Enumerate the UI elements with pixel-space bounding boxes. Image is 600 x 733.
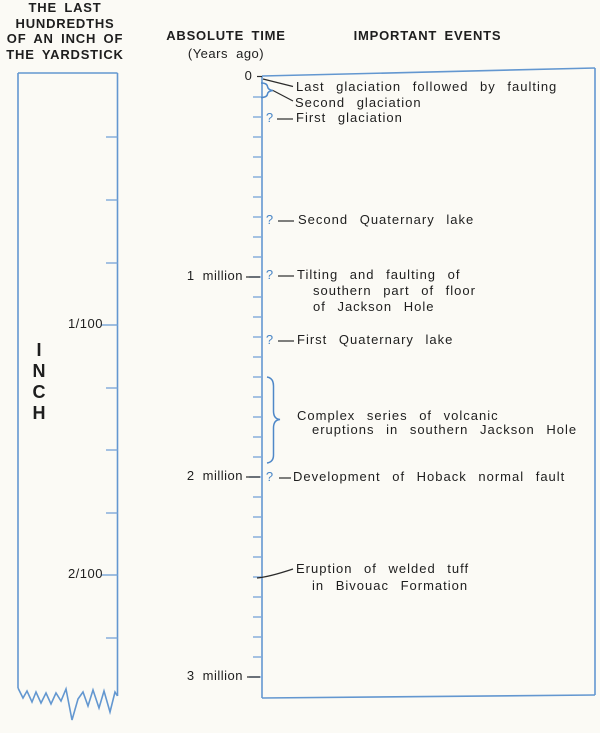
yardstick-title-line: HUNDREDTHS bbox=[15, 15, 115, 31]
event-label: Second glaciation bbox=[295, 95, 422, 110]
big-brace bbox=[267, 377, 280, 463]
event-label: Complex series of volcanic bbox=[297, 408, 499, 423]
event-label: Eruption of welded tuff bbox=[296, 561, 470, 576]
question-mark: ? bbox=[265, 110, 274, 125]
inch-vertical-label bbox=[28, 341, 50, 425]
time-ticks bbox=[249, 97, 263, 677]
time-label-zero: 0 bbox=[244, 68, 253, 83]
yardstick-title-line: THE YARDSTICK bbox=[6, 46, 124, 62]
yardstick-label-1-100: 1/100 bbox=[67, 316, 103, 331]
event-label-continuation: eruptions in southern Jackson Hole bbox=[312, 422, 578, 437]
event-label-continuation: of Jackson Hole bbox=[313, 299, 435, 314]
fork-line-bottom bbox=[273, 91, 293, 102]
inch-letter: I bbox=[36, 340, 42, 360]
yardstick-title-line: OF AN INCH OF bbox=[6, 31, 124, 46]
time-axis-subtitle: (Years ago) bbox=[187, 46, 265, 61]
yardstick-label-2-100: 2/100 bbox=[67, 566, 103, 581]
events-title: IMPORTANT EVENTS bbox=[353, 28, 502, 43]
yardstick-title-line: THE LAST bbox=[28, 0, 102, 15]
time-label-3-million: 3 million bbox=[186, 668, 243, 683]
event-label: First Quaternary lake bbox=[297, 332, 454, 347]
inch-letter: C bbox=[32, 382, 46, 402]
time-axis-title: ABSOLUTE TIME bbox=[166, 28, 286, 43]
event-label: Tilting and faulting of bbox=[297, 267, 461, 282]
event-label: First glaciation bbox=[296, 110, 403, 125]
event-label-continuation: southern part of floor bbox=[313, 283, 476, 298]
time-label-1-million: 1 million bbox=[186, 268, 243, 283]
torn-edge bbox=[18, 688, 118, 720]
event-label: Development of Hoback normal fault bbox=[293, 469, 566, 484]
question-mark: ? bbox=[265, 267, 274, 282]
question-mark: ? bbox=[265, 332, 274, 347]
event-label: Last glaciation followed by faulting bbox=[296, 79, 558, 94]
event-label: Second Quaternary lake bbox=[298, 212, 475, 227]
yardstick-ticks bbox=[101, 137, 118, 638]
question-mark: ? bbox=[265, 212, 274, 227]
events-box-outline bbox=[262, 68, 595, 698]
inch-letter: H bbox=[32, 403, 46, 423]
question-mark: ? bbox=[265, 469, 274, 484]
event-label-continuation: in Bivouac Formation bbox=[312, 578, 469, 593]
inch-letter: N bbox=[32, 361, 46, 381]
yardstick-title bbox=[0, 0, 130, 62]
time-label-2-million: 2 million bbox=[186, 468, 243, 483]
